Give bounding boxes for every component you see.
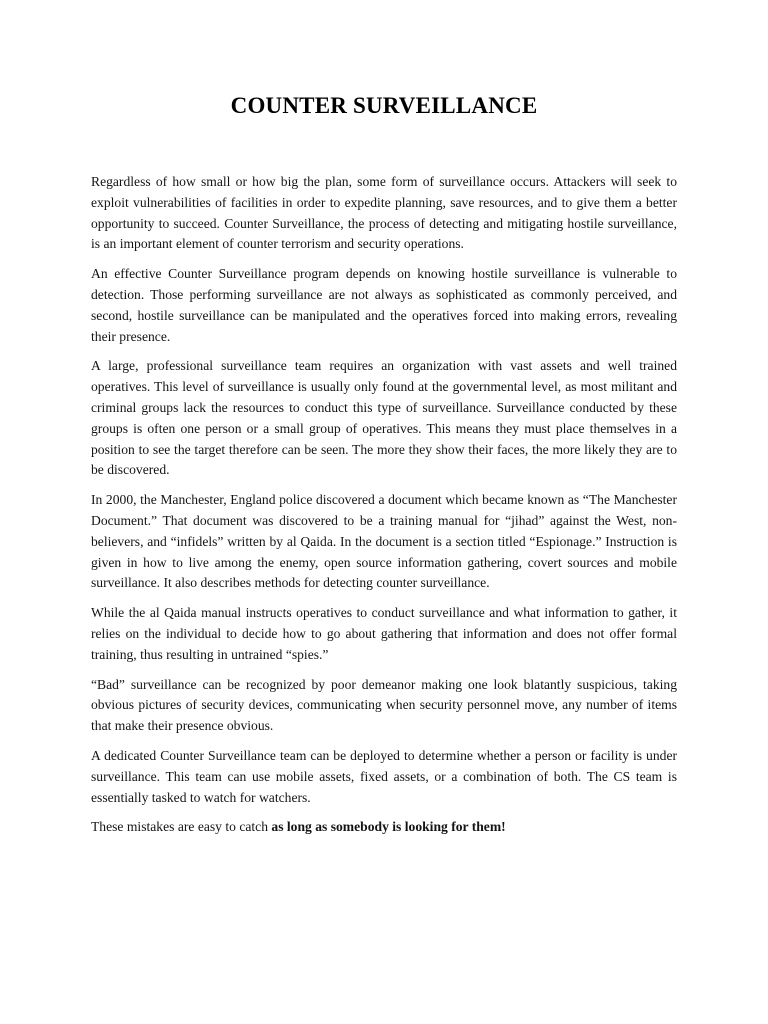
paragraph-closing [91,817,677,838]
paragraph-manchester-document: In 2000, the Manchester, England police discovered a document which became known as “The Manchester Document.” That document was discovered to be a training manual for “jihad” against the West, non-believers, and “infidels” written by al Qaida. In the document is a section titled “Espionage.” Instruction is given in how to live among the enemy, open source information gathering, covert sources and mobile surveillance. It also describes methods for detecting counter surveillance. [91,492,677,591]
paragraph-professional-team: A large, professional surveillance team requires an organization with vast assets and well trained operatives. This level of surveillance is usually only found at the governmental level, as most militant and criminal groups lack the resources to conduct this type of surveillance. Surveillance conducted by these groups is often one person or a small group of operatives. This means they must place themselves in a position to see the target therefore can be seen. The more they show their faces, the more likely they are to be discovered. [91,358,677,478]
paragraph-effective-program: An effective Counter Surveillance program depends on knowing hostile surveillance is vulnerable to detection. Those performing surveillance are not always as sophisticated as commonly perceived, and second, hostile surveillance can be manipulated and the operatives forced into making errors, revealing their presence. [91,266,677,344]
closing-emphasis-text: as long as somebody is looking for them! [271,819,506,835]
paragraph-cs-team: A dedicated Counter Surveillance team can be deployed to determine whether a person or facility is under surveillance. This team can use mobile assets, fixed assets, or a combination of both. The CS team is essentially tasked to watch for watchers. [91,747,677,805]
paragraph-bad-surveillance: “Bad” surveillance can be recognized by poor demeanor making one look blatantly suspicious, taking obvious pictures of security devices, communicating when security personnel move, any number of items that make their presence obvious. [91,676,677,734]
document-title: COUNTER SURVEILLANCE [230,93,538,118]
closing-lead-text: These mistakes are easy to catch [91,819,272,835]
paragraph-al-qaida-manual: While the al Qaida manual instructs operatives to conduct surveillance and what information to gather, it relies on the individual to decide how to go about gathering that information and does not offer formal training, thus resulting in untrained “spies.” [91,605,677,662]
paragraph-intro: Regardless of how small or how big the plan, some form of surveillance occurs. Attackers will seek to exploit vulnerabilities of facilities in order to expedite planning, save resources, and to give them a better opportunity to succeed. Counter Surveillance, the process of detecting and mitigating hostile surveillance, is an important element of counter terrorism and security operations. [91,174,677,252]
document-body [91,172,677,847]
